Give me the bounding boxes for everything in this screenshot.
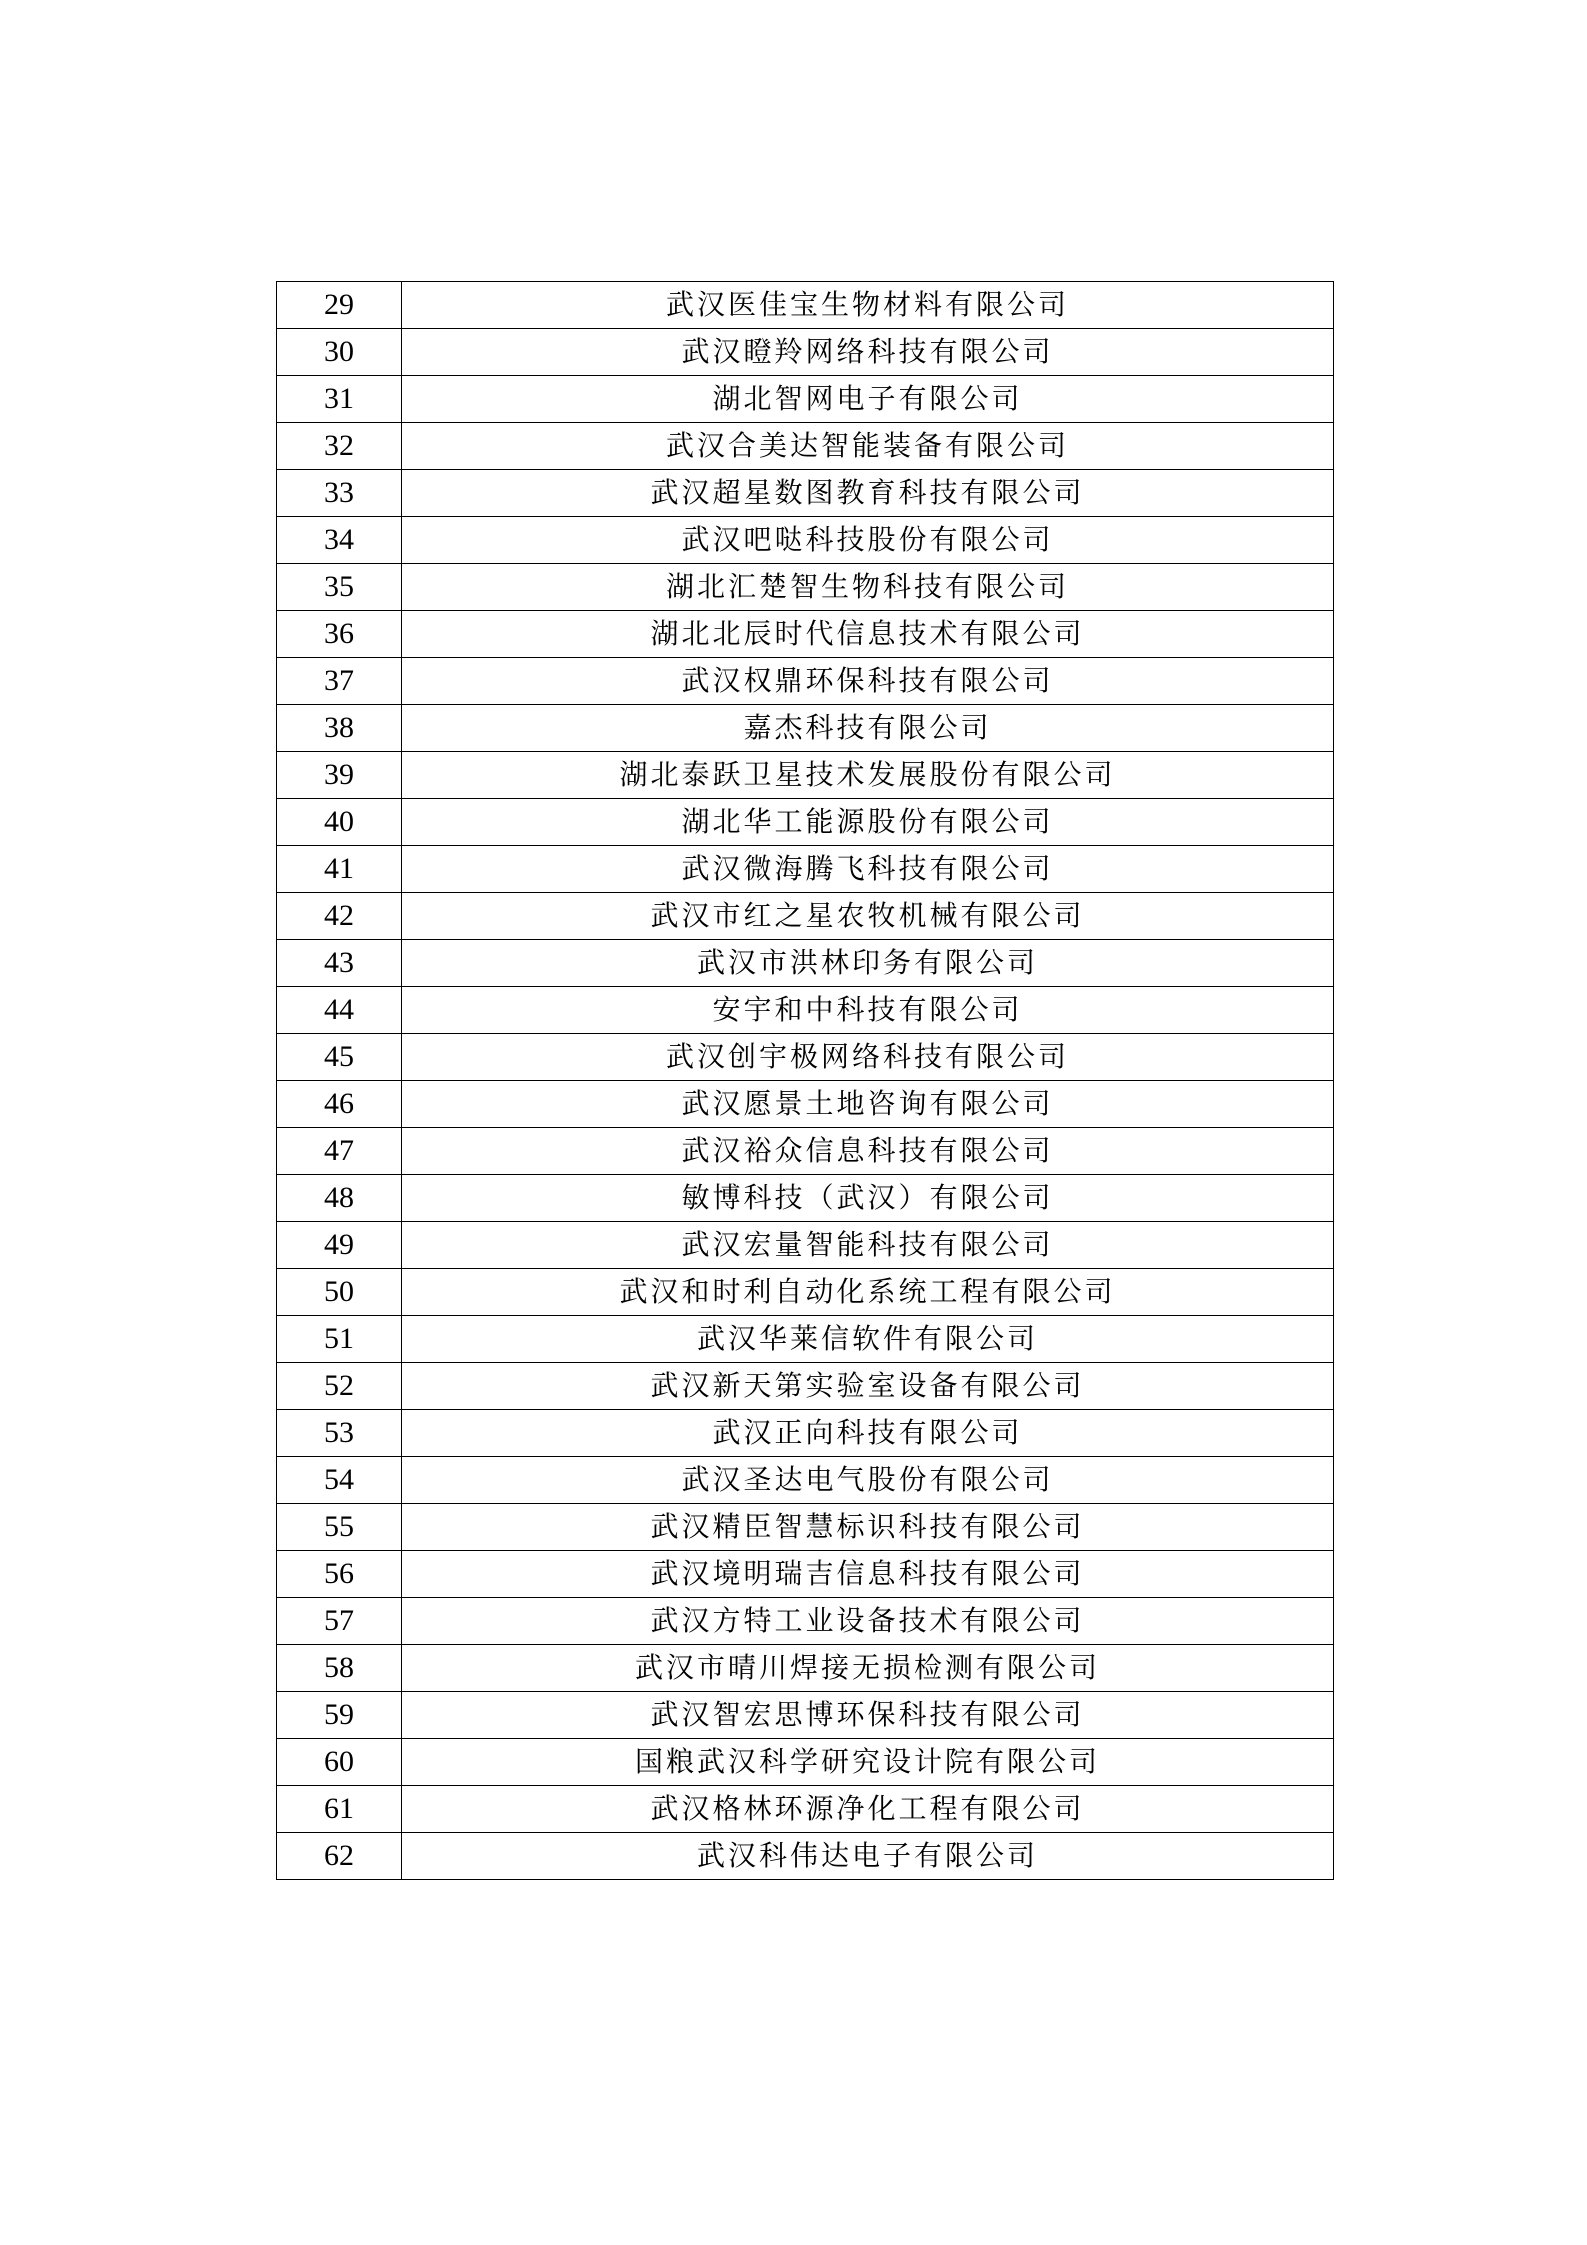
table-row xyxy=(277,470,1334,517)
row-number-cell: 56 xyxy=(277,1551,402,1598)
row-number-cell: 55 xyxy=(277,1504,402,1551)
table-row xyxy=(277,1316,1334,1363)
row-number-cell: 54 xyxy=(277,1457,402,1504)
row-number-cell: 46 xyxy=(277,1081,402,1128)
table-row xyxy=(277,564,1334,611)
row-number-cell: 53 xyxy=(277,1410,402,1457)
table-row xyxy=(277,1363,1334,1410)
company-name-cell: 湖北汇楚智生物科技有限公司 xyxy=(402,564,1334,611)
table-row xyxy=(277,1692,1334,1739)
table-row xyxy=(277,423,1334,470)
company-name-cell: 武汉宏量智能科技有限公司 xyxy=(402,1222,1334,1269)
company-name-cell: 湖北北辰时代信息技术有限公司 xyxy=(402,611,1334,658)
table-row xyxy=(277,987,1334,1034)
table-row xyxy=(277,1034,1334,1081)
table-row xyxy=(277,1551,1334,1598)
row-number-cell: 33 xyxy=(277,470,402,517)
table-row xyxy=(277,376,1334,423)
table-row xyxy=(277,1833,1334,1880)
row-number-cell: 40 xyxy=(277,799,402,846)
table-row xyxy=(277,658,1334,705)
table-row xyxy=(277,1128,1334,1175)
row-number-cell: 39 xyxy=(277,752,402,799)
company-name-cell: 国粮武汉科学研究设计院有限公司 xyxy=(402,1739,1334,1786)
row-number-cell: 59 xyxy=(277,1692,402,1739)
table-row xyxy=(277,1786,1334,1833)
company-name-cell: 武汉新天第实验室设备有限公司 xyxy=(402,1363,1334,1410)
table-row xyxy=(277,1410,1334,1457)
table-row xyxy=(277,1269,1334,1316)
table-row xyxy=(277,1739,1334,1786)
table-row xyxy=(277,1175,1334,1222)
table-row xyxy=(277,799,1334,846)
row-number-cell: 31 xyxy=(277,376,402,423)
row-number-cell: 44 xyxy=(277,987,402,1034)
table-row xyxy=(277,517,1334,564)
company-name-cell: 湖北智网电子有限公司 xyxy=(402,376,1334,423)
row-number-cell: 32 xyxy=(277,423,402,470)
row-number-cell: 58 xyxy=(277,1645,402,1692)
company-table xyxy=(276,281,1334,1880)
table-row xyxy=(277,1504,1334,1551)
company-name-cell: 安宇和中科技有限公司 xyxy=(402,987,1334,1034)
company-name-cell: 武汉华莱信软件有限公司 xyxy=(402,1316,1334,1363)
row-number-cell: 41 xyxy=(277,846,402,893)
row-number-cell: 35 xyxy=(277,564,402,611)
row-number-cell: 45 xyxy=(277,1034,402,1081)
row-number-cell: 49 xyxy=(277,1222,402,1269)
company-name-cell: 武汉医佳宝生物材料有限公司 xyxy=(402,282,1334,329)
row-number-cell: 43 xyxy=(277,940,402,987)
company-name-cell: 武汉格林环源净化工程有限公司 xyxy=(402,1786,1334,1833)
row-number-cell: 30 xyxy=(277,329,402,376)
company-name-cell: 武汉裕众信息科技有限公司 xyxy=(402,1128,1334,1175)
company-name-cell: 武汉超星数图教育科技有限公司 xyxy=(402,470,1334,517)
company-name-cell: 湖北泰跃卫星技术发展股份有限公司 xyxy=(402,752,1334,799)
company-name-cell: 武汉圣达电气股份有限公司 xyxy=(402,1457,1334,1504)
row-number-cell: 50 xyxy=(277,1269,402,1316)
row-number-cell: 42 xyxy=(277,893,402,940)
table-row xyxy=(277,846,1334,893)
table-row xyxy=(277,282,1334,329)
row-number-cell: 57 xyxy=(277,1598,402,1645)
table-row xyxy=(277,940,1334,987)
row-number-cell: 29 xyxy=(277,282,402,329)
row-number-cell: 60 xyxy=(277,1739,402,1786)
row-number-cell: 34 xyxy=(277,517,402,564)
row-number-cell: 36 xyxy=(277,611,402,658)
company-name-cell: 武汉精臣智慧标识科技有限公司 xyxy=(402,1504,1334,1551)
table-row xyxy=(277,705,1334,752)
table-row xyxy=(277,893,1334,940)
company-name-cell: 武汉瞪羚网络科技有限公司 xyxy=(402,329,1334,376)
company-name-cell: 武汉正向科技有限公司 xyxy=(402,1410,1334,1457)
table-row xyxy=(277,1081,1334,1128)
company-name-cell: 武汉智宏思博环保科技有限公司 xyxy=(402,1692,1334,1739)
company-name-cell: 武汉合美达智能装备有限公司 xyxy=(402,423,1334,470)
company-name-cell: 武汉境明瑞吉信息科技有限公司 xyxy=(402,1551,1334,1598)
row-number-cell: 52 xyxy=(277,1363,402,1410)
row-number-cell: 51 xyxy=(277,1316,402,1363)
company-name-cell: 武汉市洪林印务有限公司 xyxy=(402,940,1334,987)
company-name-cell: 武汉吧哒科技股份有限公司 xyxy=(402,517,1334,564)
table-row xyxy=(277,329,1334,376)
company-name-cell: 敏博科技（武汉）有限公司 xyxy=(402,1175,1334,1222)
row-number-cell: 62 xyxy=(277,1833,402,1880)
table-row xyxy=(277,1457,1334,1504)
company-name-cell: 武汉愿景土地咨询有限公司 xyxy=(402,1081,1334,1128)
table-row xyxy=(277,752,1334,799)
table-row xyxy=(277,1645,1334,1692)
table-body xyxy=(277,282,1334,1880)
row-number-cell: 37 xyxy=(277,658,402,705)
row-number-cell: 47 xyxy=(277,1128,402,1175)
table-row xyxy=(277,1598,1334,1645)
table-row xyxy=(277,611,1334,658)
row-number-cell: 61 xyxy=(277,1786,402,1833)
company-name-cell: 武汉市红之星农牧机械有限公司 xyxy=(402,893,1334,940)
row-number-cell: 38 xyxy=(277,705,402,752)
company-name-cell: 武汉市晴川焊接无损检测有限公司 xyxy=(402,1645,1334,1692)
company-name-cell: 武汉微海腾飞科技有限公司 xyxy=(402,846,1334,893)
company-name-cell: 湖北华工能源股份有限公司 xyxy=(402,799,1334,846)
company-name-cell: 武汉创宇极网络科技有限公司 xyxy=(402,1034,1334,1081)
company-name-cell: 武汉方特工业设备技术有限公司 xyxy=(402,1598,1334,1645)
company-name-cell: 武汉科伟达电子有限公司 xyxy=(402,1833,1334,1880)
company-name-cell: 武汉权鼎环保科技有限公司 xyxy=(402,658,1334,705)
company-name-cell: 嘉杰科技有限公司 xyxy=(402,705,1334,752)
row-number-cell: 48 xyxy=(277,1175,402,1222)
company-name-cell: 武汉和时利自动化系统工程有限公司 xyxy=(402,1269,1334,1316)
table-row xyxy=(277,1222,1334,1269)
